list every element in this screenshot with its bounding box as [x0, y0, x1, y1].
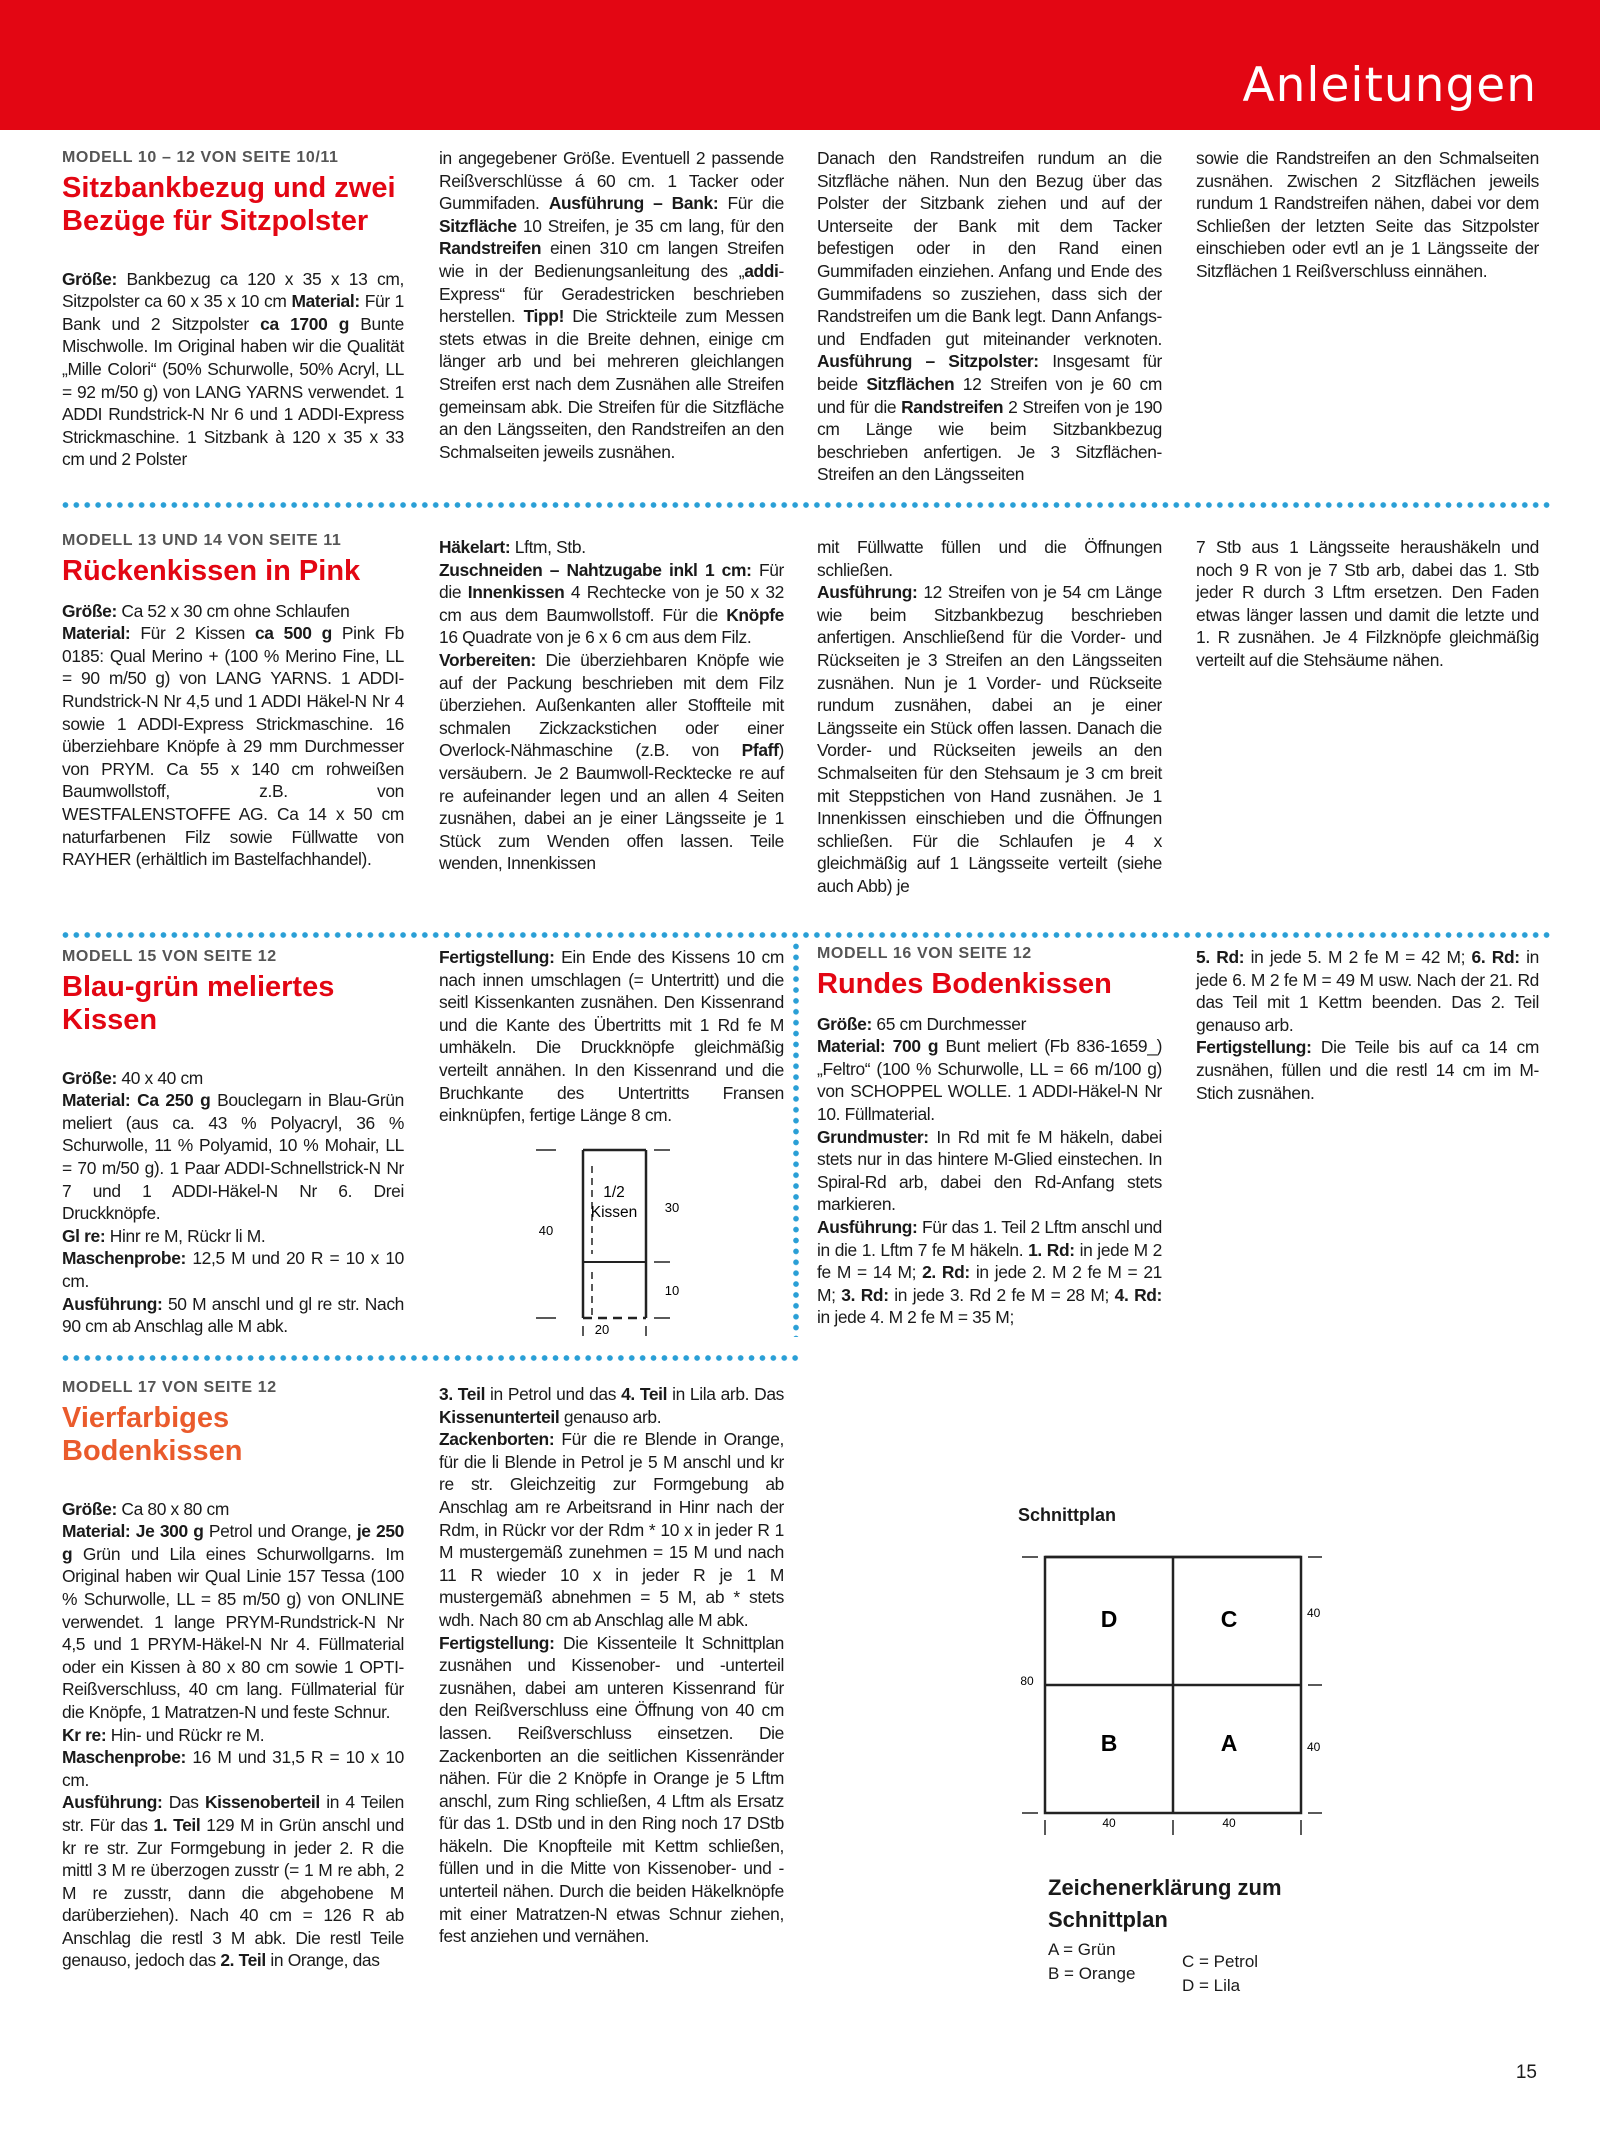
cell-a: A [1220, 1730, 1238, 1756]
bold-term: Randstreifen [439, 238, 542, 259]
text: Die Teile bis auf ca 14 cm zusnähen, füllen und die restl 14 cm im M-Stich zusnähen. [1196, 1037, 1539, 1103]
bold-term: 5. Rd: [1196, 947, 1245, 967]
text: in Petrol und das [485, 1384, 622, 1404]
bold-term: 2. Teil [220, 1950, 266, 1971]
m13-title: Rückenkissen in Pink [62, 554, 361, 587]
header-title: Anleitungen [1242, 58, 1537, 113]
m15-col1 [62, 946, 404, 1338]
label-ausfuehrung: Ausführung – Bank: [548, 193, 719, 214]
text: Hin- und Rückr re M. [106, 1724, 265, 1745]
text: in Lila arb. Das [667, 1384, 784, 1404]
m13-c3-text [817, 536, 1162, 898]
label-ausfuehrung: Ausführung: [62, 1293, 163, 1314]
dotted-divider-vertical [793, 941, 799, 1337]
m17-text1 [62, 1498, 404, 1972]
bold-term: 1. Teil [153, 1814, 201, 1835]
text: Die Strickteile zum Messen stets etwas in die Breite dehnen, einige cm länger arb und bei mehreren gleichlangen Streifen erst nach dem Zusnähen alle Streifen gemeinsam abk. Die Streifen für die Sitzfläche an den Längsseiten, den Randstreifen an den Schmalseiten jeweils zusnähen. [439, 306, 784, 462]
m10-text1 [62, 268, 404, 471]
cell-c: C [1220, 1606, 1238, 1632]
text: Für das 1. Teil 2 Lftm anschl und in die 1. Lftm 7 fe M häkeln. [817, 1216, 1162, 1260]
bold-term: Knöpfe [726, 604, 784, 625]
label-haekelart: Häkelart: [439, 537, 511, 557]
text: 4 Rechtecke von je 50 x 32 cm aus dem Baumwollstoff. Für die [439, 582, 785, 625]
text: Insgesamt für beide [817, 351, 1162, 394]
text: 16 M und 31,5 R = 10 x 10 cm. [62, 1747, 404, 1790]
dim-80: 80 [1020, 1674, 1034, 1688]
text: 40 x 40 cm [116, 1067, 203, 1088]
text: 16 Quadrate von je 6 x 6 cm aus dem Filz. [439, 627, 752, 648]
label-fertigstellung: Fertigstellung: [1196, 1037, 1312, 1058]
diagram-label-2: Kissen [590, 1204, 638, 1221]
label-groesse: Größe: [62, 1067, 117, 1088]
bold-term: 3. Rd: [841, 1284, 889, 1305]
label-ausfuehrung: Ausführung – Sitzpolster: [817, 351, 1039, 372]
text: in Orange, das [265, 1950, 380, 1971]
label-krre: Kr re: [62, 1724, 107, 1745]
bold-term: Sitzflächen [866, 373, 955, 394]
m13-col1 [62, 530, 404, 871]
page-number: 15 [1515, 2062, 1537, 2083]
label-zackenborten: Zackenborten: [439, 1429, 555, 1450]
bold-term: Sitzfläche [439, 215, 517, 236]
text: in jede 2. M 2 fe M = 21 M; [817, 1262, 1162, 1305]
text: in jede 6. M 2 fe M = 49 M usw. Nach der 21. Rd das Teil mit 1 Kettm beenden. Das 2. Teil genauso arb. [1196, 947, 1539, 1035]
label-ausfuehrung: Ausführung: [817, 1216, 918, 1237]
text: Lftm, Stb. [510, 537, 586, 557]
text: in angegebener Größe. Eventuell 2 passende Reißverschlüsse á 60 cm. 1 Tacker oder Gummifaden. [439, 148, 784, 214]
label-ausfuehrung: Ausführung: [62, 1792, 163, 1813]
m16-head: MODELL 16 VON SEITE 12 [817, 945, 1032, 962]
m17-c2-text [439, 1383, 784, 1948]
label-fertigstellung: Fertigstellung: [439, 1632, 555, 1653]
text: Für 2 Kissen [130, 623, 255, 644]
text: Für die [718, 193, 784, 214]
text: 129 M in Grün anschl und kr re str. Zur Formgebung in jeder 2. R die mittl 3 M re überzogen zusstr (= 1 M re abh, 2 M re zusstr, dann die abgehobene M darüberziehen). Nach 40 cm = 126 R ab Anschlag die restl 3 M abk. Die restl Teile genauso, jedoch das [62, 1814, 404, 1971]
text: In Rd mit fe M häkeln, dabei stets nur in das hintere M-Glied einstechen. In Spiral-Rd arb, dabei den Rd-Anfang stets markieren. [817, 1126, 1162, 1215]
text: in jede 3. Rd 2 fe M = 28 M; [888, 1284, 1115, 1305]
bold-term: 3. Teil [439, 1384, 486, 1404]
m17-col2 [439, 1383, 784, 1948]
m10-col4 [1196, 147, 1539, 283]
text: Petrol und Orange, [203, 1521, 357, 1542]
m13-col3 [817, 536, 1162, 898]
text-material: Für 1 Bank und 2 Sitzpolster [62, 291, 404, 334]
bold-term: 6. Rd: [1471, 947, 1520, 967]
m16-title: Rundes Bodenkissen [817, 967, 1112, 1000]
text: Hinr re M, Rückr li M. [105, 1225, 266, 1246]
label-groesse: Größe: [817, 1013, 872, 1034]
m15-title: Blau-grün meliertes Kissen [62, 970, 335, 1036]
text: Die überziehbaren Knöpfe wie auf der Packung beschrieben mit dem Filz überziehen. Außenkanten aller Stoffteile mit schmalen Zickzackstichen oder einer Overlock-Nähmaschine (z.B. von [439, 649, 784, 761]
label-glre: Gl re: [62, 1225, 106, 1246]
cell-b: B [1100, 1730, 1118, 1756]
dim-40: 40 [1222, 1816, 1236, 1830]
dim-40: 40 [1307, 1740, 1321, 1754]
m13-c2-text [439, 536, 784, 875]
bold-term: addi [744, 260, 779, 281]
m10-col3 [817, 147, 1162, 486]
label-groesse: Größe: [62, 600, 117, 621]
header-banner [0, 0, 1600, 130]
m15-c2-text [439, 946, 784, 1127]
m10-c2-text [439, 147, 784, 463]
text: einen 310 cm langen Streifen wie in der Bedienungsanleitung des „ [439, 238, 784, 281]
bold-term: Pfaff [741, 740, 779, 761]
bold-term: Kissenoberteil [204, 1792, 320, 1813]
m16-col3 [817, 943, 1162, 1329]
m10-title: Sitzbankbezug und zwei Bezüge für Sitzpolster [62, 171, 396, 237]
text: Für die re Blende in Orange, für die li Blende in Petrol je 5 M anschl und kr re str. Gleichzeitig zur Formgebung ab Anschlag am re Arbeitsrand in Hinr nach der Rdm, in Rückr vor der Rdm * 10 x in jeder R 1 M mustergemäß zunehmen = 15 M und nach 11 R wieder 10 x in jeder R je 1 M mustergemäß abnehmen = 5 M, ab * stets wdh. Nach 80 cm ab Anschlag alle M abk. [439, 1429, 784, 1630]
bold-term: 1. Rd: [1028, 1239, 1075, 1260]
text: Bunt meliert (Fb 836-1659_) „Feltro“ (100 % Schurwolle, LL = 66 m/100 g) von SCHOPPEL WOLLE. 1 ADDI-Häkel-N Nr 10. Füllmaterial. [817, 1036, 1163, 1124]
label-material: Material: [817, 1036, 886, 1057]
text: in jede 4. M 2 fe M = 35 M; [817, 1307, 1014, 1328]
material-amount: ca 1700 g [260, 313, 349, 334]
label-groesse: Größe: [62, 268, 117, 289]
m10-head: MODELL 10 – 12 VON SEITE 10/11 [62, 149, 339, 166]
text: 10 Streifen, je 35 cm lang, für den [516, 215, 784, 236]
text: Bouclegarn in Blau-Grün meliert (aus ca. 43 % Polyacryl, 36 % Schurwolle, 11 % Polyamid, 10 % Mohair, LL = 70 m/50 g). 1 Paar ADDI-Schnellstrick-N Nr 7 und 1 ADDI-Häkel-N Nr 6. Drei Druckknöpfe. [62, 1090, 404, 1224]
text: in jede 5. M 2 fe M = 42 M; [1244, 947, 1472, 967]
text: 12,5 M und 20 R = 10 x 10 cm. [62, 1248, 404, 1291]
label-maschenprobe: Maschenprobe: [62, 1747, 186, 1768]
text: genauso arb. [559, 1406, 662, 1427]
m13-c4-text: 7 Stb aus 1 Längsseite heraushäkeln und noch 9 R von je 7 Stb arb, dabei das 1. Stb jeder R durch 3 Lftm ersetzen. Den Faden etwas länger lassen und damit die letzte und 1. R zusnähen. Je 4 Filzknöpfe gleichmäßig verteilt auf die Stehsäume nähen. [1196, 537, 1539, 670]
bold-term: Kissenunterteil [439, 1406, 560, 1427]
label-material: Material: [62, 623, 131, 644]
text-material-2: Bunte Mischwolle. Im Original haben wir die Qualität „Mille Colori“ (50% Schurwolle, 50% Acryl, LL = 92 m/50 g) von LANG YARNS verwendet. 1 ADDI Rundstrick-N Nr 6 und 1 ADDI-Express Strickmaschine. 1 Sitzbank à 120 x 35 x 33 cm und 2 Polster [62, 313, 404, 470]
text: 12 Streifen von je 54 cm Länge wie beim Sitzbankbezug beschrieben anfertigen. Anschließend für die Vorder- und Rückseiten je 3 Streifen an den Längsseiten zusnähen. Nun je 1 Vorder- und Rückseite rundum zusnähen, dabei an je einer Längsseite ein Stück offen lassen. Danach die Vorder- und Rückseiten jeweils an den Schmalseiten für den Stehsaum je 3 cm breit mit Steppstichen von Hand zusnähen. Je 1 Innenkissen einschieben und die Öffnungen schließen. Für die Schlaufen je 4 x gleichmäßig auf 1 Längsseite verteilt (siehe auch Abb) je [817, 582, 1162, 896]
text: Das [162, 1792, 205, 1813]
dotted-divider [60, 932, 1550, 938]
text: Pink Fb 0185: Qual Merino + (100 % Merino Fine, LL = 90 m/50 g) von LANG YARNS. 1 ADDI-Rundstrick-N Nr 4,5 und 1 ADDI Häkel-N Nr 4 sowie 1 ADDI-Express Strickmaschine. 16 überziehbare Knöpfe à 29 mm Durchmesser von PRYM. Ca 55 x 140 cm rohweißen Baumwollstoff, z.B. von WESTFALENSTOFFE AG. Ca 14 x 50 cm naturfarbenen Filz sowie Füllwatte von RAYHER (erhältlich im Bastelfachhandel). [62, 623, 404, 870]
text: 50 M anschl und gl re str. Nach 90 cm ab Anschlag alle M abk. [62, 1293, 404, 1337]
m13-col4 [1196, 536, 1539, 672]
m13-col2 [439, 536, 784, 875]
m10-c3-text [817, 147, 1162, 486]
m10-col2 [439, 147, 784, 463]
dim-20: 20 [594, 1322, 610, 1337]
legend-d: D = Lila [1182, 1976, 1241, 1995]
material-amount: 700 g [885, 1036, 939, 1057]
material-amount: Je 300 g [130, 1521, 204, 1542]
label-material: Material: [291, 291, 360, 312]
text: 65 cm Durchmesser [871, 1013, 1027, 1034]
m13-head: MODELL 13 UND 14 VON SEITE 11 [62, 532, 342, 549]
bold-term: 4. Teil [621, 1384, 668, 1404]
label-tipp: Tipp! [523, 306, 565, 327]
dotted-divider [60, 1355, 800, 1361]
label-ausfuehrung: Ausführung: [817, 582, 918, 603]
text: Die Kissenteile lt Schnittplan zusnähen und Kissenober- und -unterteil zusnähen, dabei am unteren Kissenrand für den Reißverschluss eine Öffnung von 40 cm lassen. Reißverschluss einsetzen. Die Zackenborten an die seitlichen Kissenränder nähen. Für die 2 Knöpfe in Orange je 5 Lftm anschl, zum Ring schließen, 4 Lftm als Ersatz für das 1. DStb und in den Ring noch 17 DStb häkeln. Die Knopfteile mit Kettm schließen, füllen und in die Mitte von Kissenober- und -unterteil nähen. Durch die beiden Häkelknöpfe mit einer Matratzen-N etwas Schnur ziehen, fest anziehen und vernähen. [439, 1632, 784, 1947]
cell-d: D [1100, 1606, 1118, 1632]
kissen-diagram [530, 1140, 700, 1340]
legend-c: C = Petrol [1182, 1952, 1259, 1971]
dim-40: 40 [1307, 1606, 1321, 1620]
m16-text [817, 1013, 1162, 1329]
m16-c4-text [1196, 946, 1539, 1104]
dim-30: 30 [664, 1200, 680, 1215]
text: Danach den Randstreifen rundum an die Sitzfläche nähen. Nun den Bezug über das Polster der Sitzbank ziehen und auf der Unterseite der Bank mit dem Tacker befestigen oder in den Rand einen Gummifaden einziehen. Anfang und Ende des Gummifadens so zusziehen, dass sich der Randstreifen um die Bank legt. Dann Anfangs- und Endfaden gut miteinander verknoten. [817, 148, 1162, 349]
m17-head: MODELL 17 VON SEITE 12 [62, 1379, 277, 1396]
legend-col2 [1182, 1950, 1258, 1998]
legend-a: A = Grün [1048, 1940, 1116, 1959]
bold-term: 2. Rd: [922, 1262, 970, 1283]
legend-title: Zeichenerklärung zum Schnittplan [1048, 1875, 1282, 1932]
text: mit Füllwatte füllen und die Öffnungen schließen. [817, 537, 1162, 580]
dim-40: 40 [538, 1223, 554, 1238]
bold-term: Randstreifen [901, 396, 1004, 417]
label-maschenprobe: Maschenprobe: [62, 1248, 186, 1269]
m15-head: MODELL 15 VON SEITE 12 [62, 948, 277, 965]
bold-term: 4. Rd: [1114, 1284, 1162, 1305]
m15-col2 [439, 946, 784, 1127]
m15-text1 [62, 1067, 404, 1338]
text: Ca 52 x 30 cm ohne Schlaufen [116, 600, 350, 621]
text: Grün und Lila eines Schurwollgarns. Im Original haben wir Qual Linie 157 Tessa (100 % Schurwolle, LL = 85 m/50 g) von ONLINE verwendet. 1 lange PRYM-Rundstrick-N Nr 4,5 und 1 PRYM-Häkel-N Nr 4. Füllmaterial oder ein Kissen à 80 x 80 cm sowie 1 OPTI-Reißverschluss, 40 cm lang. Füllmaterial für die Knöpfe, 1 Matratzen-N und feste Schnur. [62, 1543, 404, 1722]
dotted-divider [60, 502, 1550, 508]
text: 12 Streifen von je 60 cm und für die [817, 373, 1162, 417]
text: Ein Ende des Kissens 10 cm nach innen umschlagen (= Untertritt) und die seitl Kissenkanten zusnähen. Den Kissenrand und die Kante des Übertritts mit 1 Rd fe M umhäkeln. Die Druckknöpfe gleichmäßig verteilt annähen. In den Kissenrand und die Bruchkante des Untertritts Fransen einknüpfen, fertige Länge 8 cm. [439, 947, 784, 1126]
material-amount: je 250 g [62, 1521, 405, 1564]
m17-title: Vierfarbiges Bodenkissen [62, 1401, 243, 1467]
text: -Express“ für Geradestricken beschrieben herstellen. [439, 260, 784, 327]
label-grundmuster: Grundmuster: [817, 1126, 929, 1147]
m17-col1 [62, 1377, 404, 1972]
schnittplan-diagram [1010, 1545, 1340, 1835]
text: ) versäubern. Je 2 Baumwoll-Recktecke re auf re aufeinander legen und an allen 4 Seiten zusnähen, dabei an je einer Längsseite je 1 Stück zum Wenden offen lassen. Teile wenden, Innenkissen [439, 740, 784, 874]
bold-term: Innenkissen [467, 582, 565, 603]
m10-c4-text: sowie die Randstreifen an den Schmalseiten zusnähen. Zwischen 2 Sitzflächen jeweils rundum 1 Randstreifen nähen, dabei vor dem Schließen der letzten Seite das Sitzpolster einschieben oder evtl an je 1 Längsseite der Sitzflächen 1 Reißverschluss einnähen. [1196, 148, 1539, 281]
text: Ca 80 x 80 cm [116, 1498, 229, 1519]
legend-b: B = Orange [1048, 1964, 1136, 1983]
schnittplan-title: Schnittplan [1018, 1505, 1116, 1525]
text: in 4 Teilen str. Für das [62, 1792, 404, 1835]
text: in jede M 2 fe M = 14 M; [817, 1239, 1162, 1283]
dim-10: 10 [664, 1283, 680, 1298]
m10-col1 [62, 147, 404, 471]
m13-text1 [62, 600, 404, 871]
label-zuschneiden: Zuschneiden – Nahtzugabe inkl 1 cm: [439, 559, 752, 580]
m16-col4 [1196, 946, 1539, 1104]
label-material: Material: [62, 1521, 131, 1542]
dim-40: 40 [1102, 1816, 1116, 1830]
legend-col1 [1048, 1938, 1135, 1986]
label-groesse: Größe: [62, 1498, 117, 1519]
text: 2 Streifen von je 190 cm Länge wie beim Sitzbankbezug beschrieben anfertigen. Je 3 Sitzflächen-Streifen an den Längsseiten [817, 396, 1162, 485]
material-amount: ca 500 g [254, 623, 332, 644]
label-vorbereiten: Vorbereiten: [439, 649, 536, 670]
label-material: Material: [62, 1090, 131, 1111]
material-amount: Ca 250 g [130, 1090, 211, 1111]
label-fertigstellung: Fertigstellung: [439, 947, 555, 967]
text: Für die [439, 559, 784, 603]
diagram-label-1: 1/2 [603, 1184, 625, 1201]
text-groesse: Bankbezug ca 120 x 35 x 13 cm, Sitzpolster ca 60 x 35 x 10 cm [62, 268, 404, 312]
